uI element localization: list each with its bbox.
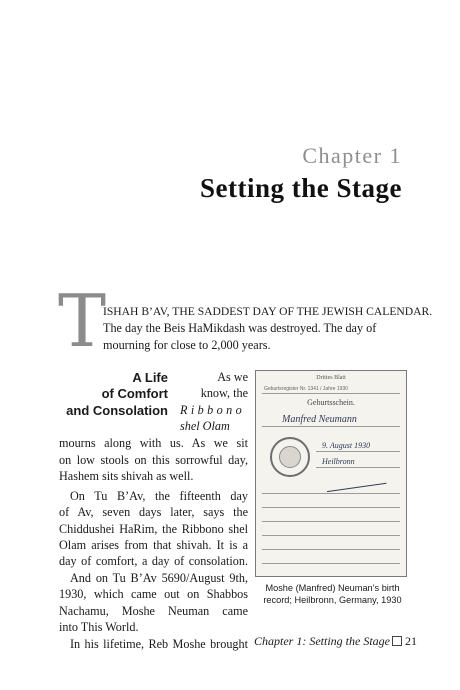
footer-square-icon (392, 636, 402, 646)
body-line: into This World. (59, 620, 139, 634)
handwritten-place: Heilbronn (322, 457, 355, 466)
body-line: 1930, which came out on Shabbos (59, 587, 248, 601)
body-line: As we (217, 370, 248, 384)
registry-number: Geburtsregister Nr. 1341 / Jahre 1930 (264, 386, 348, 392)
figure-caption (255, 582, 410, 606)
body-line: day of comfort, a day of consolation. (59, 554, 248, 568)
form-line (316, 467, 400, 468)
section-heading-line-1: A Life (132, 370, 168, 385)
handwritten-date: 9. August 1930 (322, 441, 371, 450)
section-heading-line-3: and Consolation (66, 403, 168, 418)
opening-line-1: ISHAH B’AV, THE SADDEST DAY OF THE JEWISH CALENDAR. (103, 305, 433, 318)
document-title: Geburtsschein. (307, 398, 355, 407)
body-line: On Tu B’Av, the fifteenth day (70, 489, 248, 503)
form-line (262, 549, 400, 550)
form-line (262, 535, 400, 536)
form-line (262, 393, 400, 394)
form-line (262, 507, 400, 508)
caption-line-1: Moshe (Manfred) Neuman’s birth (265, 583, 400, 593)
chapter-label: Chapter 1 (302, 143, 402, 168)
body-line: on low stools on this sorrowful day, (59, 453, 248, 467)
handwritten-name: Manfred Neumann (282, 414, 357, 425)
form-line (262, 521, 400, 522)
body-line: Chiddushei HaRim, the Ribbono shel (59, 522, 248, 536)
form-line (316, 451, 400, 452)
signature-mark (326, 473, 387, 492)
body-line: of Av, seven days later, says the (59, 505, 248, 519)
stamp-emblem (279, 446, 301, 468)
section-heading-line-2: of Comfort (101, 386, 168, 401)
page-number: 21 (405, 634, 417, 648)
chapter-title: Setting the Stage (200, 173, 402, 203)
opening-line-2: The day the Beis HaMikdash was destroyed. The day of (103, 321, 377, 335)
body-line: Ribbono (180, 403, 246, 417)
body-line: shel Olam (180, 419, 230, 433)
form-line (262, 426, 400, 427)
body-line: know, the (200, 386, 248, 400)
running-footer-title: Chapter 1: Setting the Stage (254, 634, 390, 648)
drop-cap: T (58, 279, 107, 363)
body-line: Olam arises from that shivah. It is a (59, 538, 248, 552)
form-line (262, 563, 400, 564)
body-line: mourns along with us. As we sit (59, 436, 248, 450)
form-line (262, 493, 400, 494)
body-line: Nachamu, Moshe Neuman came (59, 604, 248, 618)
birth-record-image (255, 370, 407, 577)
opening-line-3: mourning for close to 2,000 years. (103, 338, 271, 352)
official-stamp (270, 437, 310, 477)
body-line: And on Tu B’Av 5690/August 9th, (70, 571, 248, 585)
document-header: Drittes Blatt (316, 375, 346, 381)
caption-line-2: record; Heilbronn, Germany, 1930 (263, 595, 402, 605)
body-line: Hashem sits shivah as well. (59, 469, 194, 483)
body-line: In his lifetime, Reb Moshe brought (70, 637, 248, 651)
